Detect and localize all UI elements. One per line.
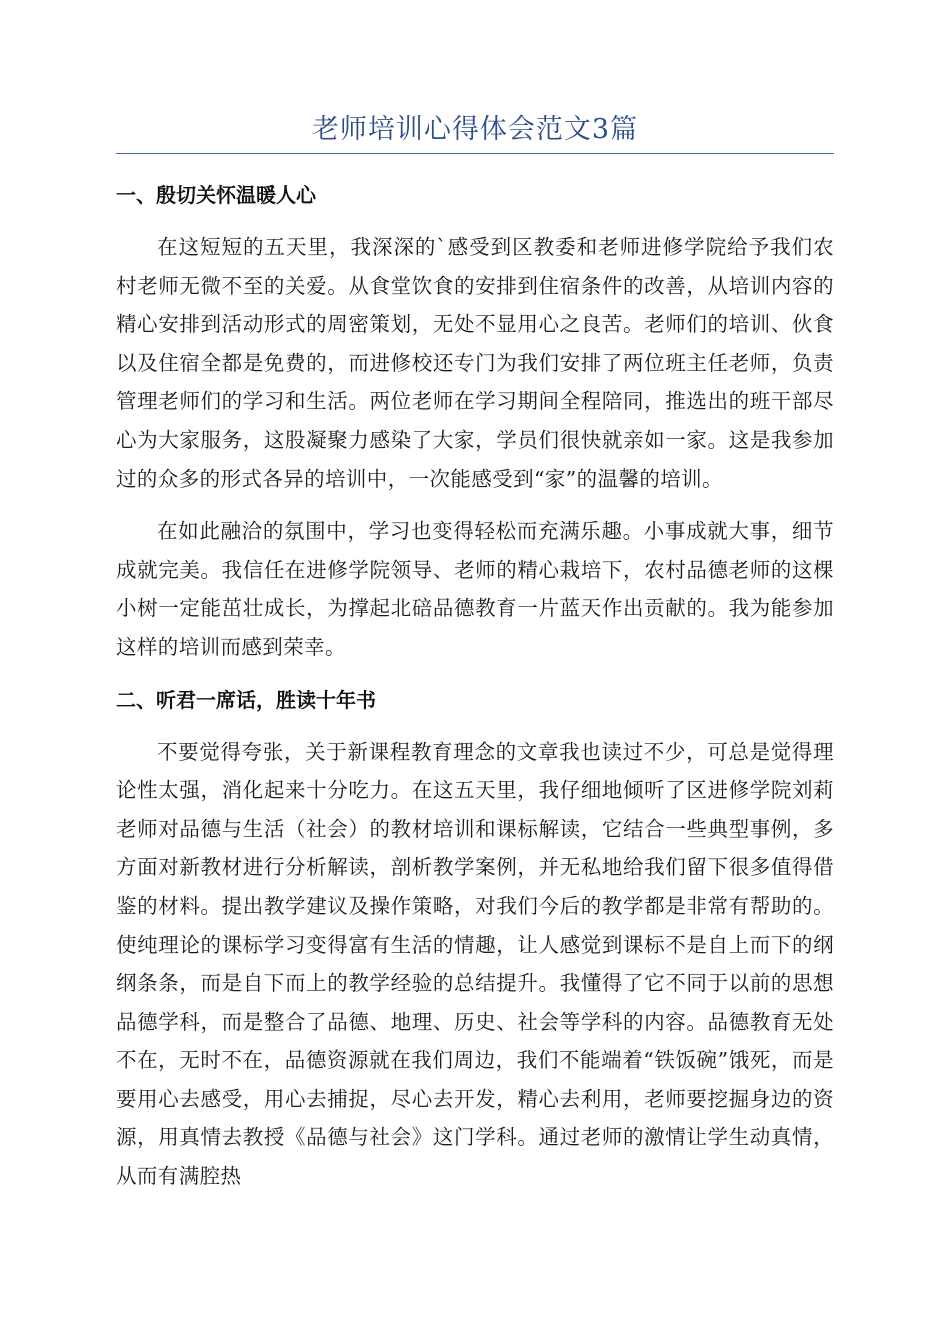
section-2-paragraph-1: 不要觉得夸张，关于新课程教育理念的文章我也读过不少，可总是觉得理论性太强，消化起来十分吃力。在这五天里，我仔细地倾听了区进修学院刘莉老师对品德与生活（社会）的教材培训和课标解读，它结合一些典型事例，多方面对新教材进行分析解读，剖析教学案例，并无私地给我们留下很多值得借鉴的材料。提出教学建议及操作策略，对我们今后的教学都是非常有帮助的。使纯理论的课标学习变得富有生活的情趣，让人感觉到课标不是自上而下的纲纲条条，而是自下而上的教学经验的总结提升。我懂得了它不同于以前的思想品德学科，而是整合了品德、地理、历史、社会等学科的内容。品德教育无处不在，无时不在，品德资源就在我们周边，我们不能端着“铁饭碗”饿死，而是要用心去感受，用心去捕捉，尽心去开发，精心去利用，老师要挖掘身边的资源，用真情去教授《品德与社会》这门学科。通过老师的激情让学生动真情，从而有满腔热 — [116, 739, 834, 1189]
section-1-paragraph-1: 在这短短的五天里，我深深的`感受到区教委和老师进修学院给予我们农村老师无微不至的关爱。从食堂饮食的安排到住宿条件的改善，从培训内容的精心安排到活动形式的周密策划，无处不显用心之良苦。老师们的培训、伙食以及住宿全都是免费的，而进修校还专门为我们安排了两位班主任老师，负责管理老师们的学习和生活。两位老师在学习期间全程陪同，推选出的班干部尽心为大家服务，这股凝聚力感染了大家，学员们很快就亲如一家。这是我参加过的众多的形式各异的培训中，一次能感受到“家”的温馨的培训。 — [116, 235, 834, 491]
section-heading-2: 二、听君一席话，胜读十年书 — [116, 687, 376, 712]
title-underline — [116, 153, 834, 154]
document-title: 老师培训心得体会范文3篇 — [311, 114, 639, 145]
document-body — [116, 176, 834, 1210]
section-1-paragraph-2: 在如此融洽的氛围中，学习也变得轻松而充满乐趣。小事成就大事，细节成就完美。我信任在进修学院领导、老师的精心栽培下，农村品德老师的这棵小树一定能茁壮成长，为撑起北碚品德教育一片蓝天作出贡献的。我为能参加这样的培训而感到荣幸。 — [116, 519, 834, 659]
section-heading-1: 一、殷切关怀温暖人心 — [116, 183, 316, 207]
